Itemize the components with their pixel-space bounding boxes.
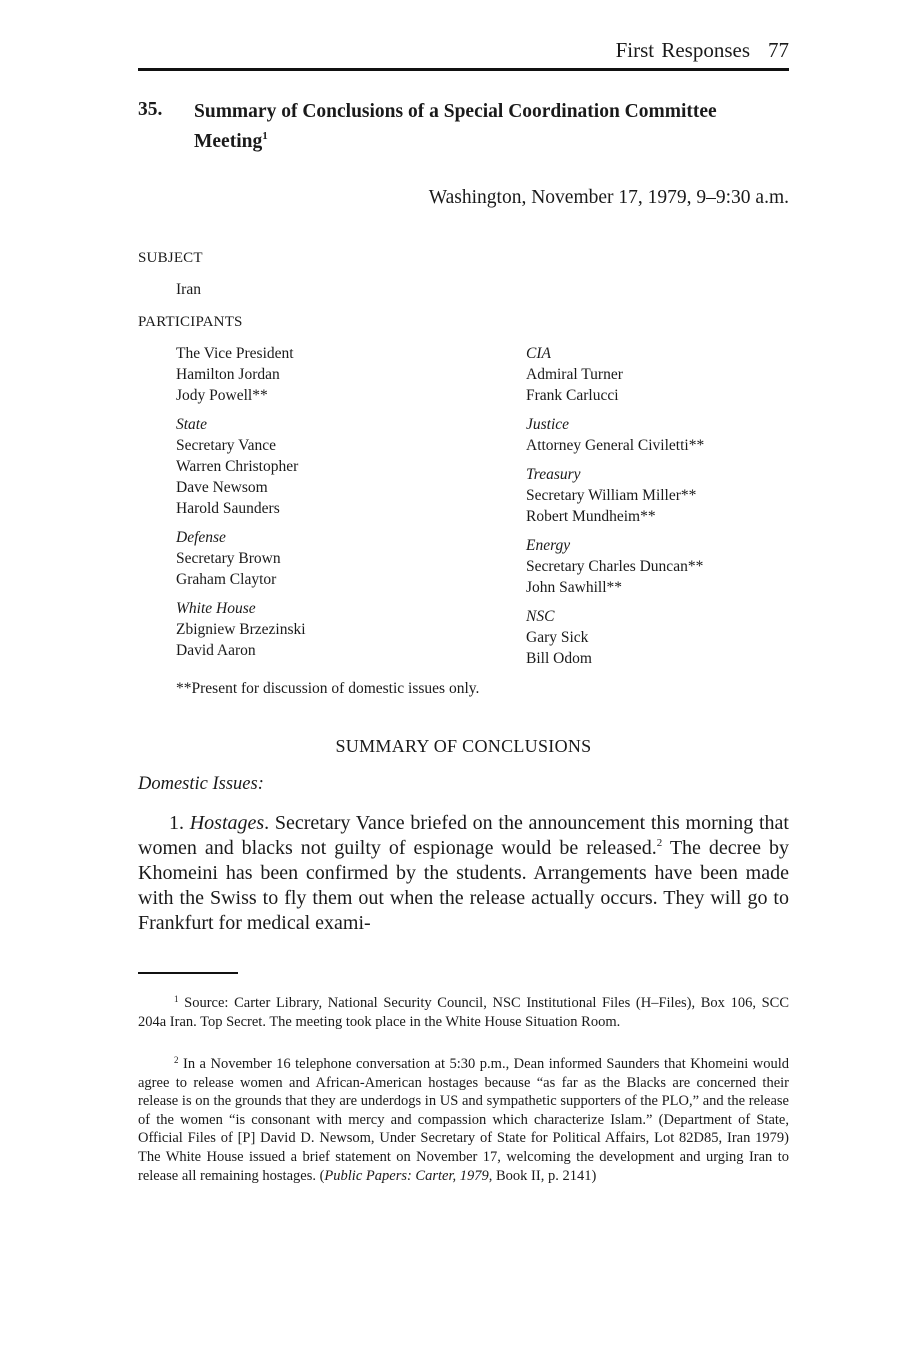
participant-name: Graham Claytor bbox=[176, 571, 277, 588]
dateline: Washington, November 17, 1979, 9–9:30 a.m. bbox=[428, 187, 789, 208]
participant-name: Admiral Turner bbox=[526, 366, 623, 383]
participant-name: Jody Powell** bbox=[176, 387, 268, 404]
summary-heading: SUMMARY OF CONCLUSIONS bbox=[335, 736, 592, 756]
participant-name: Harold Saunders bbox=[176, 500, 280, 517]
participant-group-energy bbox=[526, 535, 704, 598]
para-topic: Hostages bbox=[189, 812, 265, 834]
participant-group-nsc bbox=[526, 606, 704, 669]
participants-label: PARTICIPANTS bbox=[138, 314, 243, 330]
participant-name: Secretary William Miller** bbox=[526, 487, 697, 504]
participant-name: Hamilton Jordan bbox=[176, 366, 280, 383]
header-rule bbox=[138, 68, 789, 71]
footnote-text: Source: Carter Library, National Security Council, NSC Institutional Files (H–Files), Box 106, SCC 204a Iran. Top Secret. The meeting took place in the White House Situation Room. bbox=[138, 995, 789, 1030]
participants-right-column bbox=[526, 343, 704, 677]
footnote-number: 1 bbox=[174, 994, 179, 1004]
participant-name: The Vice President bbox=[176, 345, 294, 362]
participant-name: Secretary Vance bbox=[176, 437, 276, 454]
participant-group bbox=[176, 343, 306, 406]
participant-name: Bill Odom bbox=[526, 650, 592, 667]
participant-name: Frank Carlucci bbox=[526, 387, 619, 404]
participant-category: State bbox=[176, 416, 207, 433]
participant-name: Gary Sick bbox=[526, 629, 589, 646]
footnote-rule bbox=[138, 972, 238, 974]
participant-category: Energy bbox=[526, 537, 571, 554]
footnote-text: , Book II, p. 2141) bbox=[488, 1167, 597, 1184]
running-head-title: First Responses bbox=[615, 38, 750, 62]
participant-name: Zbigniew Brzezinski bbox=[176, 621, 306, 638]
participant-name: Warren Christopher bbox=[176, 458, 299, 475]
footnote-ref-1[interactable]: 1 bbox=[262, 130, 268, 142]
participant-category: NSC bbox=[526, 608, 555, 625]
footnote-number: 2 bbox=[174, 1055, 179, 1065]
para-text: . Secretary Vance briefed on the announcement this morning that women and blacks not guilty of espionage would be released. bbox=[138, 812, 789, 859]
participant-name: Dave Newsom bbox=[176, 479, 268, 496]
body-paragraph-1 bbox=[138, 811, 789, 936]
participant-name: David Aaron bbox=[176, 642, 256, 659]
participant-group-state bbox=[176, 414, 306, 519]
participant-group-justice bbox=[526, 414, 704, 456]
participant-name: Robert Mundheim** bbox=[526, 508, 656, 525]
participant-name: Secretary Charles Duncan** bbox=[526, 558, 704, 575]
footnote-citation: Public Papers: Carter, 1979 bbox=[324, 1167, 489, 1184]
running-head bbox=[138, 38, 789, 63]
participant-name: Secretary Brown bbox=[176, 550, 281, 567]
footnote-text: In a November 16 telephone conversation at 5:30 p.m., Dean informed Saunders that Khomeini would agree to release women and African-American hostages because “as far as the Blacks are concerned their release is on the grounds that they are underdogs in US and sympathetic supporters of the PLO,” and the release of the women “is consonant with mercy and compassion which characterize Islam.” (Department of State, Official Files of [P] David D. Newsom, Under Secretary of State for Political Affairs, Lot 82D85, Iran 1979) The White House issued a brief statement on November 17, welcoming the development and urging Iran to release all remaining hostages. ( bbox=[138, 1056, 789, 1184]
document-title bbox=[194, 99, 754, 154]
footnote-1 bbox=[138, 994, 789, 1031]
participants-note: **Present for discussion of domestic issues only. bbox=[176, 680, 480, 697]
participant-group-white-house bbox=[176, 598, 306, 661]
participant-name: John Sawhill** bbox=[526, 579, 623, 596]
document-number: 35. bbox=[138, 99, 163, 120]
participant-category: Treasury bbox=[526, 466, 581, 483]
subject-label: SUBJECT bbox=[138, 250, 203, 266]
document-title-text: Summary of Conclusions of a Special Coordination Committee Meeting bbox=[194, 101, 717, 152]
footnote-ref-2[interactable]: 2 bbox=[656, 837, 663, 849]
participant-group-treasury bbox=[526, 464, 704, 527]
para-lead: 1. bbox=[169, 812, 190, 834]
footnote-2 bbox=[138, 1055, 789, 1185]
participant-category: Justice bbox=[526, 416, 570, 433]
section-heading: Domestic Issues: bbox=[138, 774, 264, 794]
participant-group-defense bbox=[176, 527, 306, 590]
participant-name: Attorney General Civiletti** bbox=[526, 437, 705, 454]
participants-left-column bbox=[176, 343, 306, 669]
participant-group-cia bbox=[526, 343, 704, 406]
participant-category: White House bbox=[176, 600, 256, 617]
page-number: 77 bbox=[768, 38, 789, 62]
participant-category: CIA bbox=[526, 345, 551, 362]
participant-category: Defense bbox=[176, 529, 226, 546]
subject-value: Iran bbox=[176, 281, 201, 298]
para-text: The decree by Khomeini has been confirmed by the students. Arrangements have been made with the Swiss to fly them out when the release actually occurs. They will go to Frankfurt for medical exami- bbox=[138, 837, 789, 934]
